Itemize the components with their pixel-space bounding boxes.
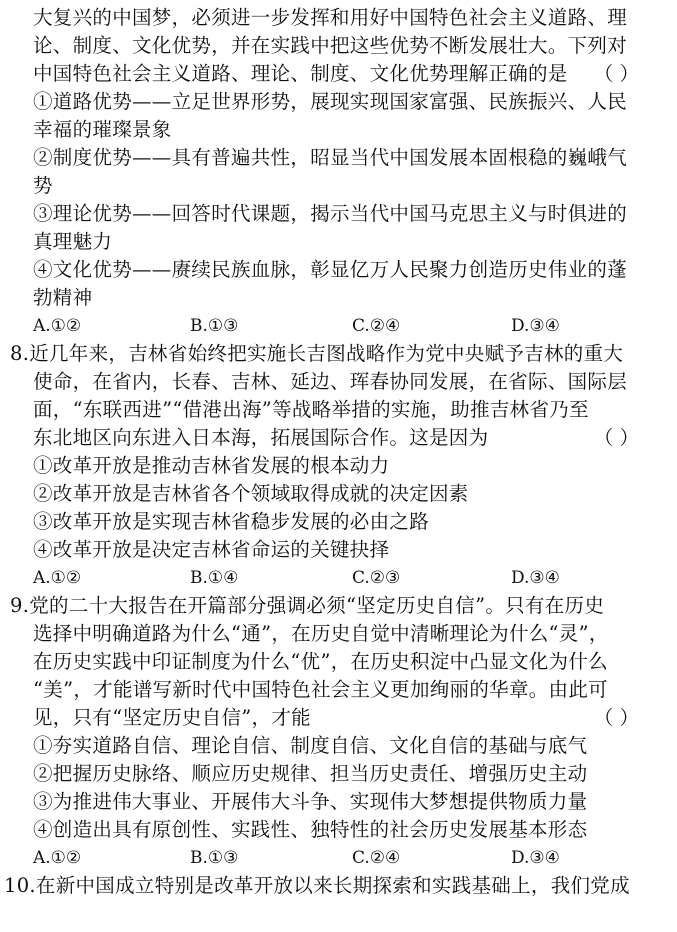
q10-stem-line-1: 10.在新中国成立特别是改革开放以来长期探索和实践基础上，我们党成 <box>4 874 630 897</box>
q7-statement-4: ④文化优势——赓续民族血脉，彰显亿万人民聚力创造历史伟业的蓬 <box>33 258 628 281</box>
q7-option-c: C.②④ <box>352 316 401 336</box>
q7-option-b: B.①③ <box>190 316 239 336</box>
q9-statement-1: ①夯实道路自信、理论自信、制度自信、文化自信的基础与底气 <box>33 734 588 757</box>
q7-stem-line-1: 大复兴的中国梦，必须进一步发挥和用好中国特色社会主义道路、理 <box>33 6 628 29</box>
q9-option-c: C.②④ <box>352 848 401 868</box>
q8-statement-1: ①改革开放是推动吉林省发展的根本动力 <box>33 454 390 477</box>
q8-option-c: C.②③ <box>352 568 401 588</box>
q7-answer-paren: （ ） <box>593 62 639 85</box>
q9-answer-paren: （ ） <box>593 706 639 729</box>
q8-stem-line-3: 面，“东联西进”“借港出海”等战略举措的实施，助推吉林省乃至 <box>33 398 589 421</box>
q9-statement-2: ②把握历史脉络、顺应历史规律、担当历史责任、增强历史主动 <box>33 762 588 785</box>
q7-statement-3: ③理论优势——回答时代课题，揭示当代中国马克思主义与时俱进的 <box>33 202 628 225</box>
q8-statement-3: ③改革开放是实现吉林省稳步发展的必由之路 <box>33 510 430 533</box>
q8-option-b: B.①④ <box>190 568 239 588</box>
q8-stem-line-4: 东北地区向东进入日本海，拓展国际合作。这是因为 <box>33 426 489 449</box>
q8-option-d: D.③④ <box>511 568 560 588</box>
q9-option-a: A.①② <box>33 848 82 868</box>
q9-stem-line-5: 见，只有“坚定历史自信”，才能 <box>33 706 311 729</box>
q9-option-d: D.③④ <box>511 848 560 868</box>
q7-option-d: D.③④ <box>511 316 560 336</box>
q9-statement-4: ④创造出具有原创性、实践性、独特性的社会历史发展基本形态 <box>33 818 588 841</box>
q8-statement-4: ④改革开放是决定吉林省命运的关键抉择 <box>33 538 390 561</box>
q7-statement-3-cont: 真理魅力 <box>33 230 113 253</box>
q9-option-b: B.①③ <box>190 848 239 868</box>
q8-stem-line-2: 使命，在省内，长春、吉林、延边、珲春协同发展，在省际、国际层 <box>33 370 628 393</box>
q8-stem-line-1: 8.近几年来，吉林省始终把实施长吉图战略作为党中央赋予吉林的重大 <box>10 342 624 365</box>
q7-statement-1-cont: 幸福的璀璨景象 <box>33 118 172 141</box>
q7-stem-line-3: 中国特色社会主义道路、理论、制度、文化优势理解正确的是 <box>33 62 568 85</box>
q7-statement-4-cont: 勃精神 <box>33 286 93 309</box>
q8-statement-2: ②改革开放是吉林省各个领域取得成就的决定因素 <box>33 482 469 505</box>
q8-option-a: A.①② <box>33 568 82 588</box>
q8-answer-paren: （ ） <box>593 426 639 449</box>
q7-statement-2: ②制度优势——具有普遍共性，昭显当代中国发展本固根稳的巍峨气 <box>33 146 628 169</box>
q9-stem-line-4: “美”，才能谱写新时代中国特色社会主义更加绚丽的华章。由此可 <box>33 678 608 701</box>
q7-option-a: A.①② <box>33 316 82 336</box>
q7-statement-1: ①道路优势——立足世界形势，展现实现国家富强、民族振兴、人民 <box>33 90 628 113</box>
q7-statement-2-cont: 势 <box>33 174 53 197</box>
q9-stem-line-3: 在历史实践中印证制度为什么“优”，在历史积淀中凸显文化为什么 <box>33 650 608 673</box>
q9-stem-line-1: 9.党的二十大报告在开篇部分强调必须“坚定历史自信”。只有在历史 <box>10 594 605 617</box>
q9-statement-3: ③为推进伟大事业、开展伟大斗争、实现伟大梦想提供物质力量 <box>33 790 588 813</box>
q7-stem-line-2: 论、制度、文化优势，并在实践中把这些优势不断发展壮大。下列对 <box>33 34 628 57</box>
q9-stem-line-2: 选择中明确道路为什么“通”，在历史自觉中清晰理论为什么“灵”， <box>33 622 609 645</box>
